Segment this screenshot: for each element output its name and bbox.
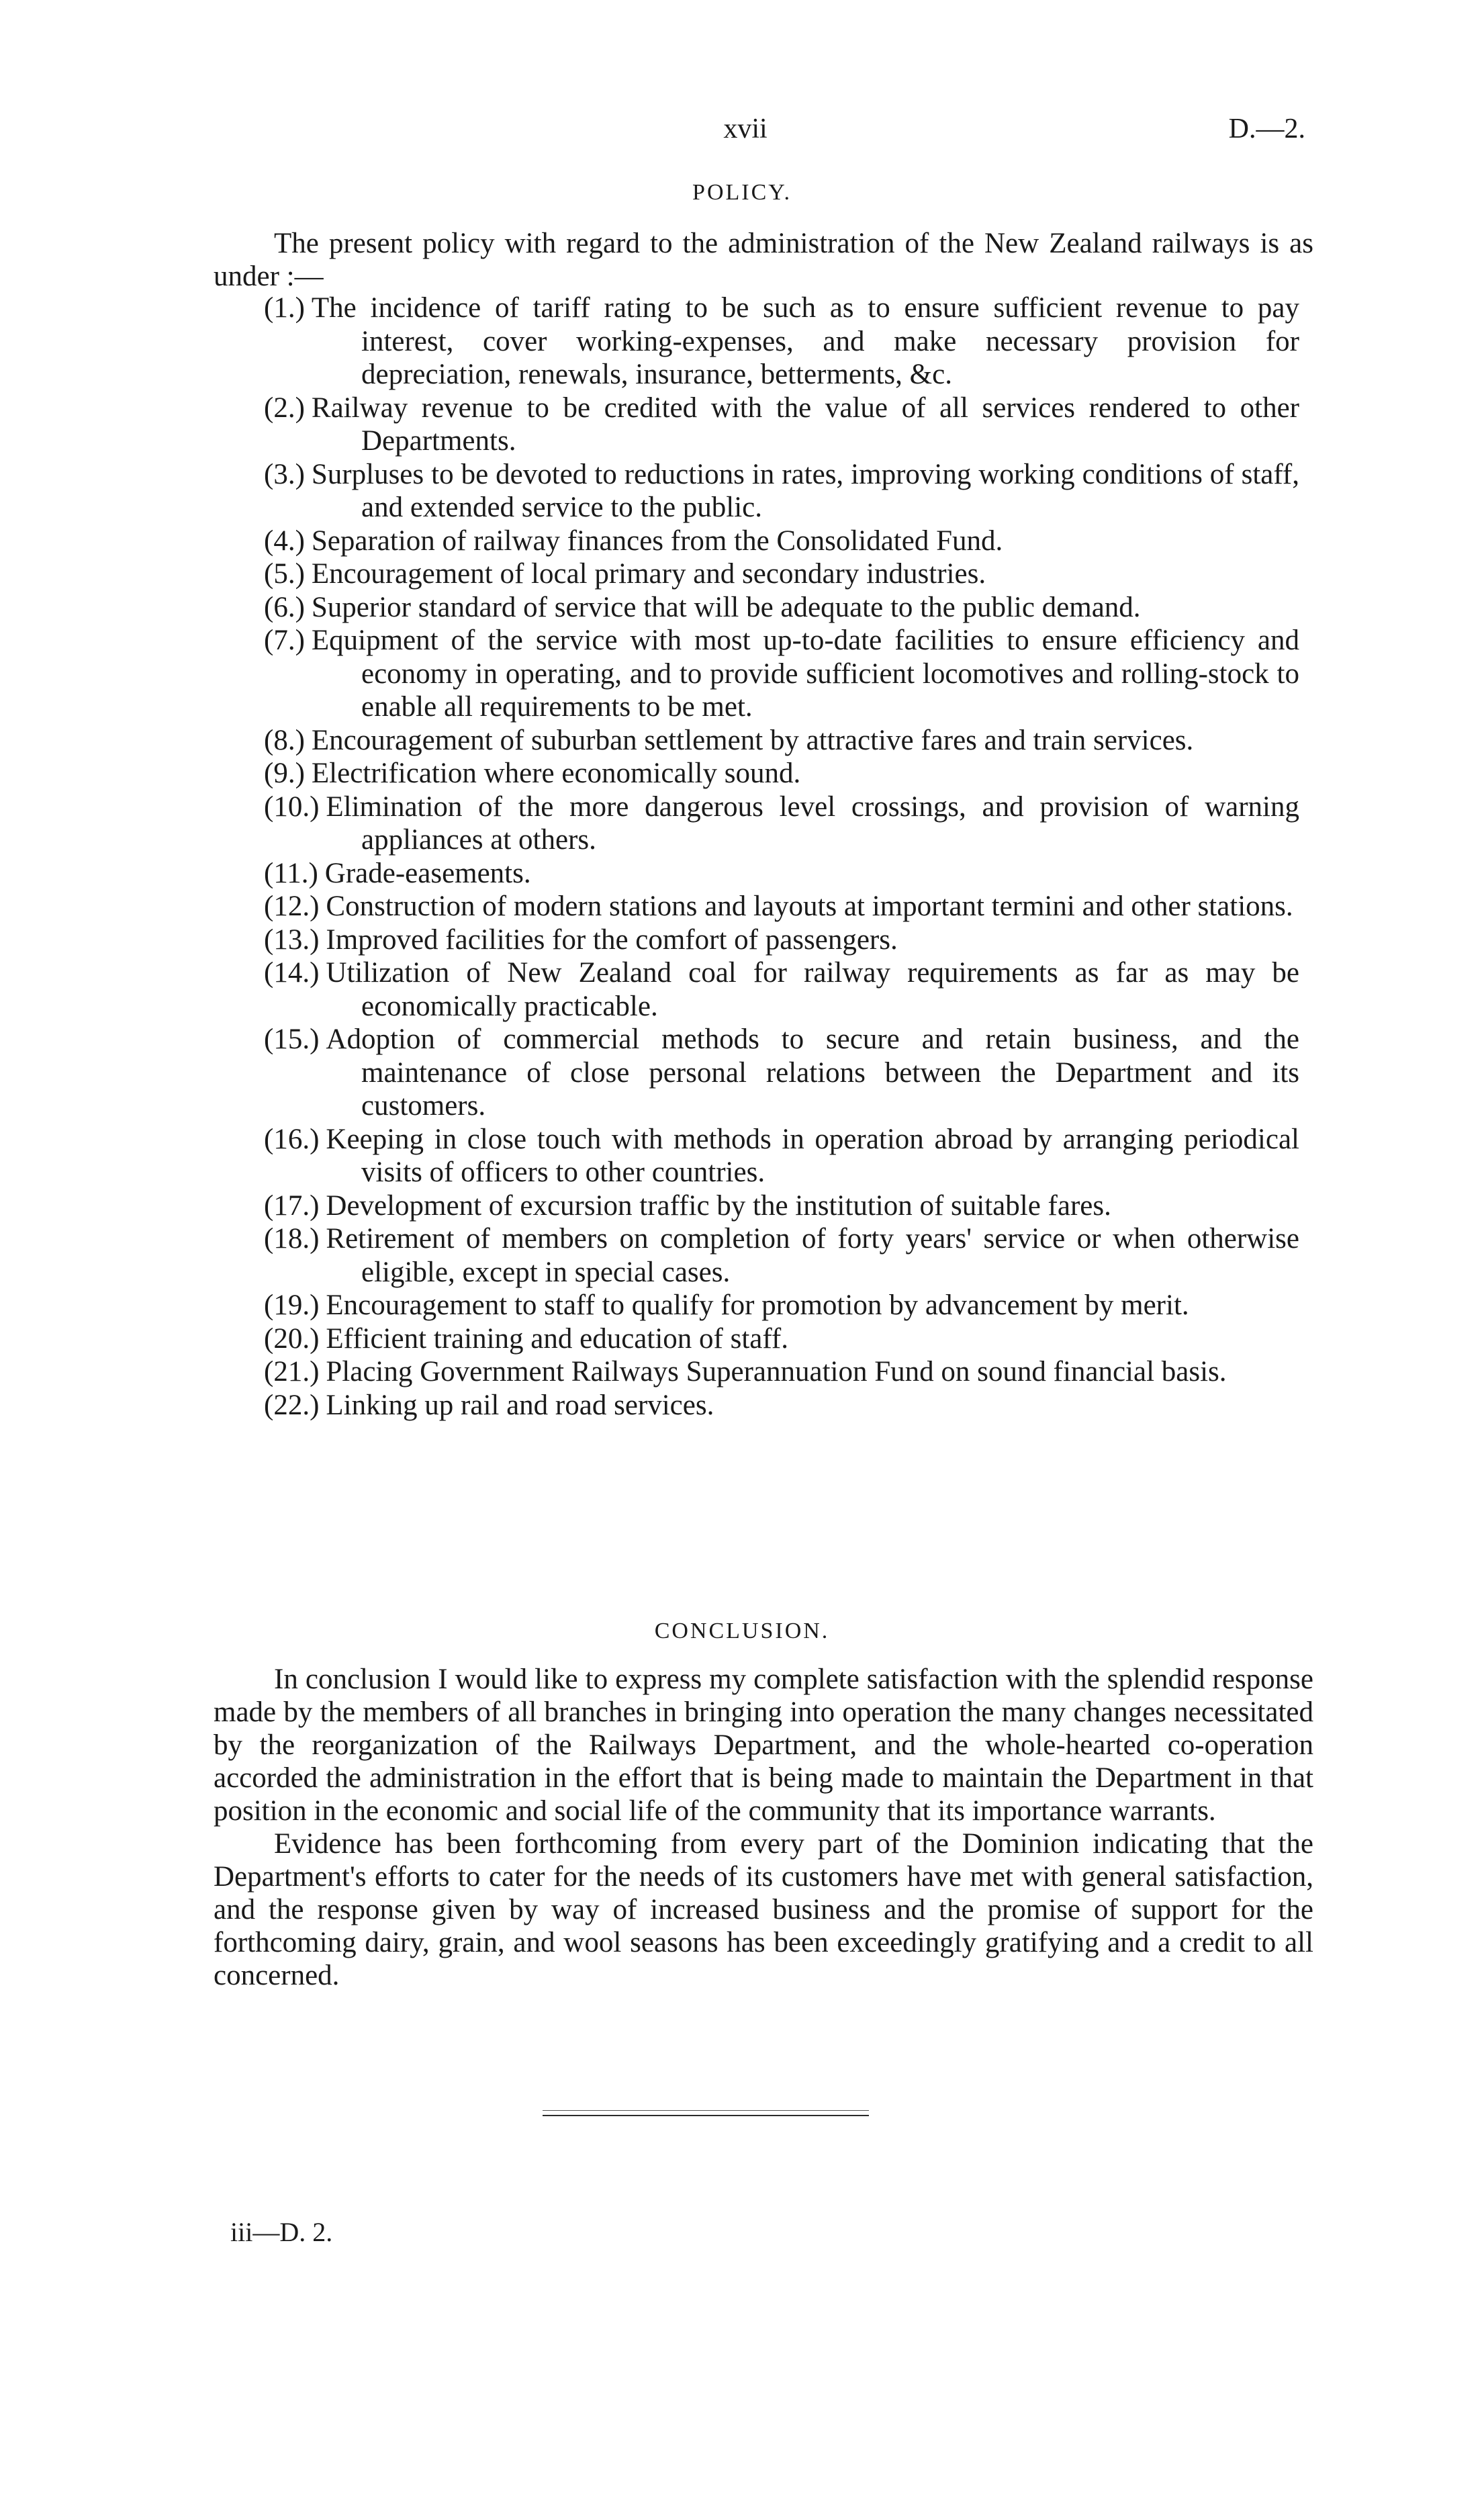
policy-item: [264, 557, 1299, 591]
policy-item-text: Development of excursion traffic by the institution of suitable fares.: [326, 1189, 1111, 1222]
policy-item: [264, 458, 1299, 525]
policy-item-text: Separation of railway finances from the Consolidated Fund.: [311, 525, 1003, 557]
policy-item-number: (11.): [264, 857, 318, 889]
policy-item-number: (15.): [264, 1024, 320, 1055]
policy-item-number: (20.): [264, 1322, 320, 1355]
policy-item: [264, 857, 1299, 891]
policy-intro: [214, 227, 1313, 293]
signature-reference: iii—D. 2.: [230, 2217, 333, 2247]
policy-item-text: Placing Government Railways Superannuation Fund on sound financial basis.: [326, 1356, 1227, 1388]
policy-item: [264, 392, 1299, 458]
policy-item: [264, 757, 1299, 790]
policy-item: [264, 591, 1299, 625]
policy-item: [264, 1322, 1299, 1356]
policy-item: [264, 724, 1299, 758]
policy-item-number: (8.): [264, 724, 305, 756]
policy-item-text: Utilization of New Zealand coal for railway requirements as far as may be economically practicable.: [326, 957, 1299, 1022]
page-number: xvii: [723, 113, 768, 144]
document-reference: D.—2.: [1228, 113, 1305, 144]
policy-item-number: (19.): [264, 1289, 320, 1321]
policy-item-text: Efficient training and education of staff.: [326, 1322, 788, 1355]
conclusion-body: [214, 1663, 1313, 1992]
closing-rule: [543, 2110, 869, 2120]
policy-item-number: (3.): [264, 458, 305, 490]
policy-item-number: (2.): [264, 392, 305, 424]
conclusion-heading: CONCLUSION.: [654, 1619, 830, 1643]
policy-item: [264, 923, 1299, 957]
policy-item-text: Adoption of commercial methods to secure and retain business, and the maintenance of close personal relations between the Department and its customers.: [326, 1024, 1299, 1122]
policy-item: [264, 1123, 1299, 1189]
policy-item: [264, 624, 1299, 724]
policy-item-text: Electrification where economically sound.: [311, 758, 801, 789]
policy-item-number: (9.): [264, 758, 305, 789]
policy-item-number: (10.): [264, 790, 320, 823]
policy-item: [264, 1289, 1299, 1322]
policy-item-text: Elimination of the more dangerous level crossings, and provision of warning appliances at others.: [326, 790, 1299, 856]
policy-heading: POLICY.: [692, 180, 792, 205]
policy-intro-text: The present policy with regard to the administration of the New Zealand railways is as under :—: [214, 228, 1313, 292]
policy-item-text: Encouragement of local primary and secondary industries.: [311, 558, 986, 590]
policy-item-number: (16.): [264, 1123, 320, 1155]
policy-item-text: Linking up rail and road services.: [326, 1389, 714, 1421]
policy-item-number: (14.): [264, 957, 320, 989]
divider: [543, 2115, 869, 2116]
policy-item-number: (17.): [264, 1189, 320, 1222]
policy-item: [264, 1023, 1299, 1123]
policy-item-number: (6.): [264, 591, 305, 623]
policy-item: [264, 1389, 1299, 1422]
policy-item-text: Equipment of the service with most up-to-date facilities to ensure efficiency and economy in operating, and to provide sufficient locomotives and rolling-stock to enable all requirements to be met.: [311, 625, 1299, 723]
policy-item-text: Superior standard of service that will be adequate to the public demand.: [311, 591, 1141, 623]
policy-item-number: (18.): [264, 1223, 320, 1255]
policy-item-number: (4.): [264, 525, 305, 557]
policy-item-text: Encouragement to staff to qualify for promotion by advancement by merit.: [326, 1289, 1189, 1321]
policy-item-number: (1.): [264, 292, 305, 324]
policy-item-text: Construction of modern stations and layouts at important termini and other stations.: [326, 891, 1293, 922]
policy-item: [264, 1222, 1299, 1289]
policy-item-text: Railway revenue to be credited with the value of all services rendered to other Departments.: [311, 392, 1299, 457]
policy-item-text: The incidence of tariff rating to be such as to ensure sufficient revenue to pay interest, cover working-expenses, and make necessary provision for depreciation, renewals, insurance, betterments, &c.: [311, 292, 1299, 390]
policy-item-number: (12.): [264, 891, 320, 922]
policy-item-number: (5.): [264, 558, 305, 590]
policy-item-text: Encouragement of suburban settlement by attractive fares and train services.: [311, 724, 1194, 756]
policy-item-number: (7.): [264, 625, 305, 656]
policy-item-number: (22.): [264, 1389, 320, 1421]
conclusion-paragraph: In conclusion I would like to express my complete satisfaction with the splendid response made by the members of all branches in bringing into operation the many changes necessitated by the reorganization of the Railways Department, and the whole-hearted co-operation accorded the administration in the effort that is being made to maintain the Department in that position in the economic and social life of the community that its importance warrants.: [214, 1664, 1313, 1827]
policy-item-text: Keeping in close touch with methods in operation abroad by arranging periodical visits of officers to other countries.: [326, 1123, 1299, 1188]
policy-item-number: (21.): [264, 1356, 320, 1388]
policy-item-text: Improved facilities for the comfort of passengers.: [326, 923, 898, 956]
policy-item: [264, 890, 1299, 923]
policy-item-text: Grade-easements.: [324, 857, 531, 889]
policy-item: [264, 956, 1299, 1023]
policy-item: [264, 525, 1299, 558]
policy-item-text: Retirement of members on completion of forty years' service or when otherwise eligible, except in special cases.: [326, 1223, 1299, 1288]
policy-list: [264, 291, 1299, 1422]
policy-item-text: Surpluses to be devoted to reductions in rates, improving working conditions of staff, and extended service to the public.: [311, 458, 1299, 523]
divider: [543, 2110, 869, 2111]
policy-item: [264, 1189, 1299, 1223]
policy-item: [264, 1355, 1299, 1389]
policy-item: [264, 291, 1299, 392]
conclusion-paragraph: Evidence has been forthcoming from every part of the Dominion indicating that the Department's efforts to cater for the needs of its customers have met with general satisfaction, and the response given by way of increased business and the promise of support for the forthcoming dairy, grain, and wool seasons has been exceedingly gratifying and a credit to all concerned.: [214, 1828, 1313, 1991]
policy-item-number: (13.): [264, 923, 320, 956]
policy-item: [264, 790, 1299, 857]
